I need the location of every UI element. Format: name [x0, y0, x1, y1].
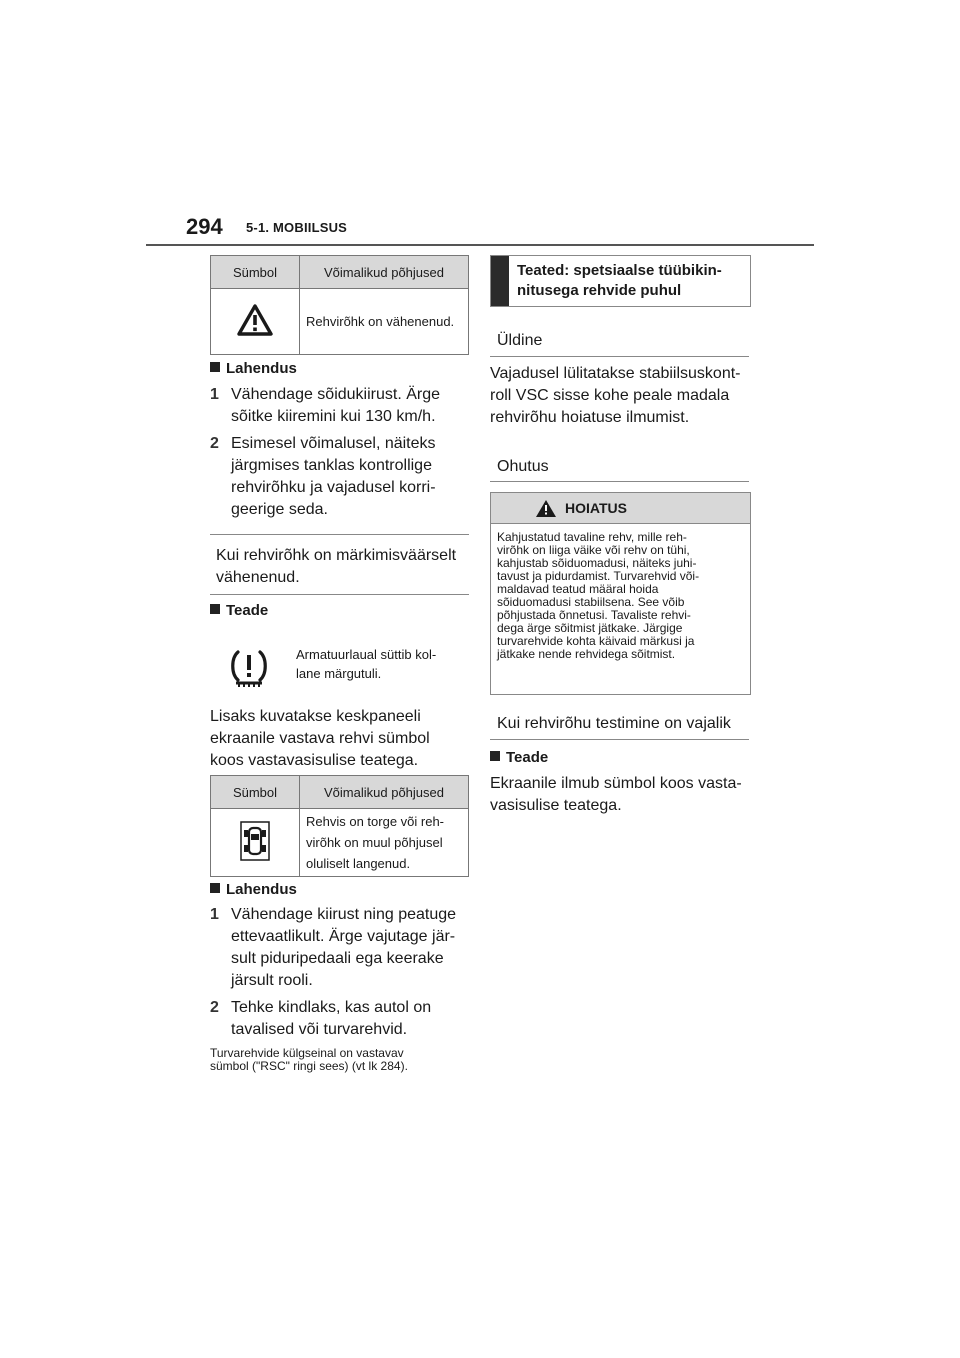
warning-title: HOIATUS: [565, 500, 627, 516]
divider: [490, 356, 749, 357]
car-tire-position-icon: [240, 821, 270, 861]
footnote: Turvarehvide külgseinal on vastavav sümbol ("RSC" ringi sees) (vt lk 284).: [210, 1046, 408, 1073]
table-cell-symbol: [211, 809, 300, 877]
solution1-step-2: 2 Esimesel võimalusel, näiteks järgmises tanklas kontrollige rehvirõhku ja vajadusel korri- geerige seda.: [210, 435, 436, 518]
box-accent-bar: [491, 256, 509, 306]
table-cell-cause: Rehvis on torge või reh- virõhk on muul põhjusel oluliselt langenud.: [300, 809, 469, 877]
general-heading: Üldine: [497, 332, 543, 349]
divider: [490, 739, 749, 740]
table-header-causes: Võimalikud põhjused: [300, 776, 469, 809]
header-rule: [146, 244, 814, 246]
divider: [210, 534, 469, 535]
warning-box: [490, 492, 751, 695]
safety-heading: Ohutus: [497, 458, 549, 475]
special-tires-box: [490, 255, 751, 307]
page-number: 294: [186, 214, 223, 239]
symbol-table-1: [210, 255, 469, 355]
table-cell-symbol: [211, 289, 300, 355]
significant-drop-heading: Kui rehvirõhk on märkimisväärselt vähenenud.: [216, 547, 457, 586]
warning-triangle-icon: [237, 304, 273, 336]
warning-header: [491, 493, 750, 524]
solution1-step-1: 1 Vähendage sõidukiirust. Ärge sõitke kiiremini kui 130 km/h.: [210, 386, 441, 425]
symbol-table-2: [210, 775, 469, 877]
notice-heading-2: Teade: [490, 749, 548, 766]
tire-pressure-warning-icon: [230, 648, 268, 693]
solution2-step-2: 2 Tehke kindlaks, kas autol on tavalised või turvarehvid.: [210, 999, 432, 1038]
notice-heading-1: Teade: [210, 602, 268, 619]
table-cell-cause: Rehvirõhk on vähenenud.: [300, 289, 469, 355]
chapter-title: 5-1. MOBIILSUS: [246, 220, 348, 235]
table-header-symbol: Sümbol: [211, 256, 300, 289]
general-paragraph: Vajadusel lülitatakse stabiilsuskont- roll VSC sisse kohe peale madala rehvirõhu hoiatuse ilmumist.: [490, 365, 741, 426]
solution2-step-1: 1 Vähendage kiirust ning peatuge ettevaatlikult. Ärge vajutage jär- sult piduripedaali ega keerake järsult rooli.: [210, 906, 457, 989]
warning-text: Kahjustatud tavaline rehv, mille reh- virõhk on liiga väike või rehv on tühi, kahjustab sõiduomadusi, näiteks juhi- tavust ja pidurdamist. Turvarehvid või- maldavad teatud määral hoida sõiduomadusi stabiilsena. See võib põhjustada õnnetusi. Tavaliste rehvi- dega ärge sõitmist jätkake. Järgige turvarehvide kohta käivaid märkusi ja jätkake nende rehvidega sõitmist.: [497, 530, 700, 661]
solution-heading-2: Lahendus: [210, 881, 297, 898]
solution-heading-1: Lahendus: [210, 360, 297, 377]
divider: [490, 481, 749, 482]
notice-paragraph-2: Ekraanile ilmub sümbol koos vasta- vasisulise teatega.: [490, 775, 742, 814]
table-header-symbol: Sümbol: [211, 776, 300, 809]
notice-text-1: Armatuurlaual süttib kol- lane märgutuli.: [296, 647, 437, 681]
additional-info-paragraph: Lisaks kuvatakse keskpaneeli ekraanile vastava rehvi sümbol koos vastavasisulise teatega.: [210, 708, 430, 769]
divider: [210, 594, 469, 595]
special-tires-title: Teated: spetsiaalse tüübikin- nitusega rehvide puhul: [517, 262, 722, 299]
warning-triangle-icon: [535, 499, 557, 518]
table-header-causes: Võimalikud põhjused: [300, 256, 469, 289]
test-needed-heading: Kui rehvirõhu testimine on vajalik: [497, 715, 731, 732]
